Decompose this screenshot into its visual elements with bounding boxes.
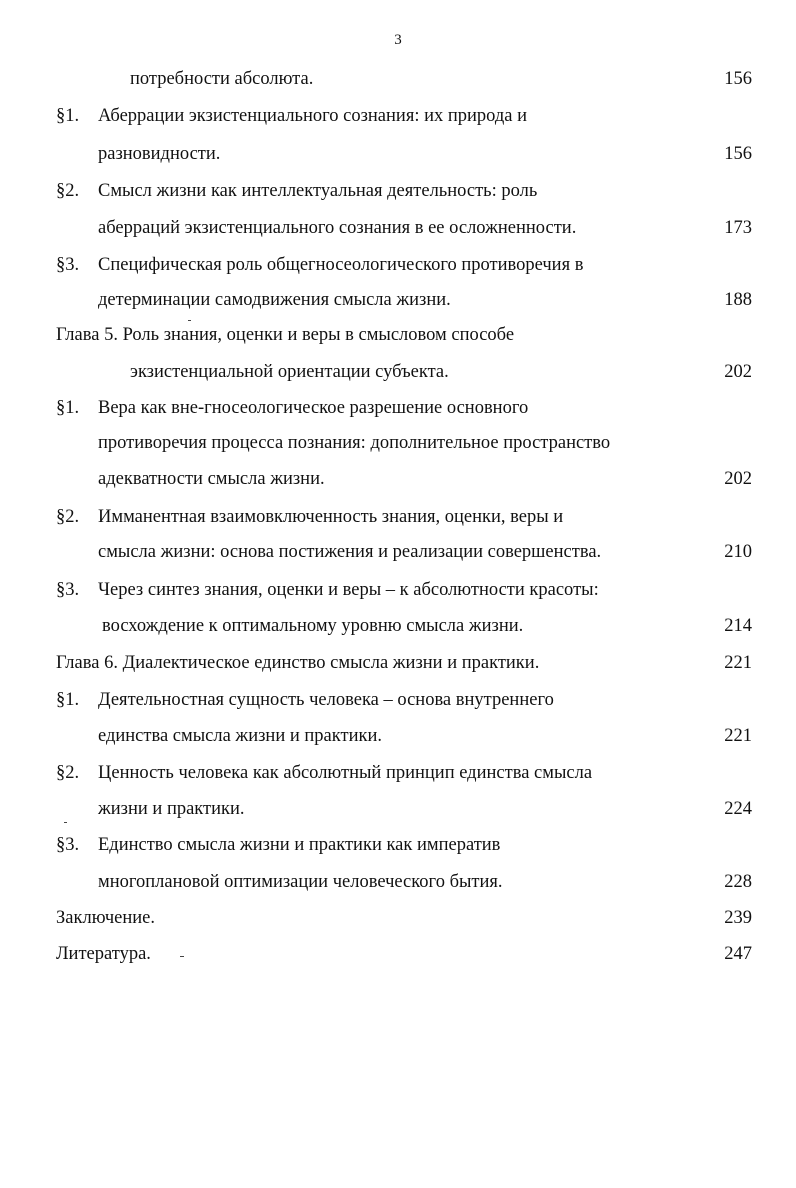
toc-section-label: §2. [56,181,80,201]
toc-line: Ценность человека как абсолютный принцип единства смысла [98,763,593,783]
toc-line: восхождение к оптимальному уровню смысла жизни. [102,616,524,636]
toc-line: Через синтез знания, оценки и веры – к абсолютности красоты: [98,580,599,600]
speck-mark [188,320,191,321]
toc-line: Деятельностная сущность человека – основа внутреннего [98,690,554,710]
toc-section-label: §1. [56,106,80,126]
toc-line: экзистенциальной ориентации субъекта. [130,362,449,382]
toc-section-label: §1. [56,690,80,710]
toc-page-number: 202 [724,469,752,489]
toc-line: детерминации самодвижения смысла жизни. [98,290,451,310]
toc-line: потребности абсолюта. [130,69,314,89]
toc-page-number: 228 [724,872,752,892]
toc-line: единства смысла жизни и практики. [98,726,382,746]
toc-page-number: 239 [724,908,752,928]
toc-page-number: 247 [724,944,752,964]
toc-line: Специфическая роль общегносеологического противоречия в [98,255,584,275]
toc-section-label: §1. [56,398,80,418]
toc-line: Имманентная взаимовключенность знания, оценки, веры и [98,507,564,527]
toc-page-number: 224 [724,799,752,819]
toc-line: аберраций экзистенциального сознания в ее осложненности. [98,218,577,238]
page-number: 3 [394,32,402,48]
toc-line: Аберрации экзистенциального сознания: их природа и [98,106,528,126]
toc-page-number: 221 [724,653,752,673]
toc-page-number: 214 [724,616,752,636]
speck-mark [180,956,184,957]
speck-mark [64,822,67,823]
toc-page-number: 173 [724,218,752,238]
toc-section-label: §3. [56,580,80,600]
toc-section-label: §3. [56,835,80,855]
toc-section-label: §2. [56,763,80,783]
toc-line: адекватности смысла жизни. [98,469,325,489]
toc-page-number: 221 [724,726,752,746]
toc-line: противоречия процесса познания: дополнительное пространство [98,433,611,453]
toc-page-number: 156 [724,144,752,164]
toc-line: смысла жизни: основа постижения и реализации совершенства. [98,542,602,562]
toc-line: Вера как вне-гносеологическое разрешение основного [98,398,529,418]
toc-page-number: 156 [724,69,752,89]
toc-line: жизни и практики. [98,799,245,819]
toc-line: Заключение. [56,908,155,928]
toc-line: Глава 6. Диалектическое единство смысла жизни и практики. [56,653,540,673]
toc-line: многоплановой оптимизации человеческого бытия. [98,872,503,892]
toc-section-label: §3. [56,255,80,275]
toc-page-number: 202 [724,362,752,382]
toc-page-number: 210 [724,542,752,562]
toc-line: Единство смысла жизни и практики как императив [98,835,501,855]
toc-line: разновидности. [98,144,221,164]
toc-line: Смысл жизни как интеллектуальная деятельность: роль [98,181,538,201]
toc-page-number: 188 [724,290,752,310]
toc-section-label: §2. [56,507,80,527]
toc-line: Глава 5. Роль знания, оценки и веры в смысловом способе [56,325,515,345]
toc-line: Литература. [56,944,151,964]
